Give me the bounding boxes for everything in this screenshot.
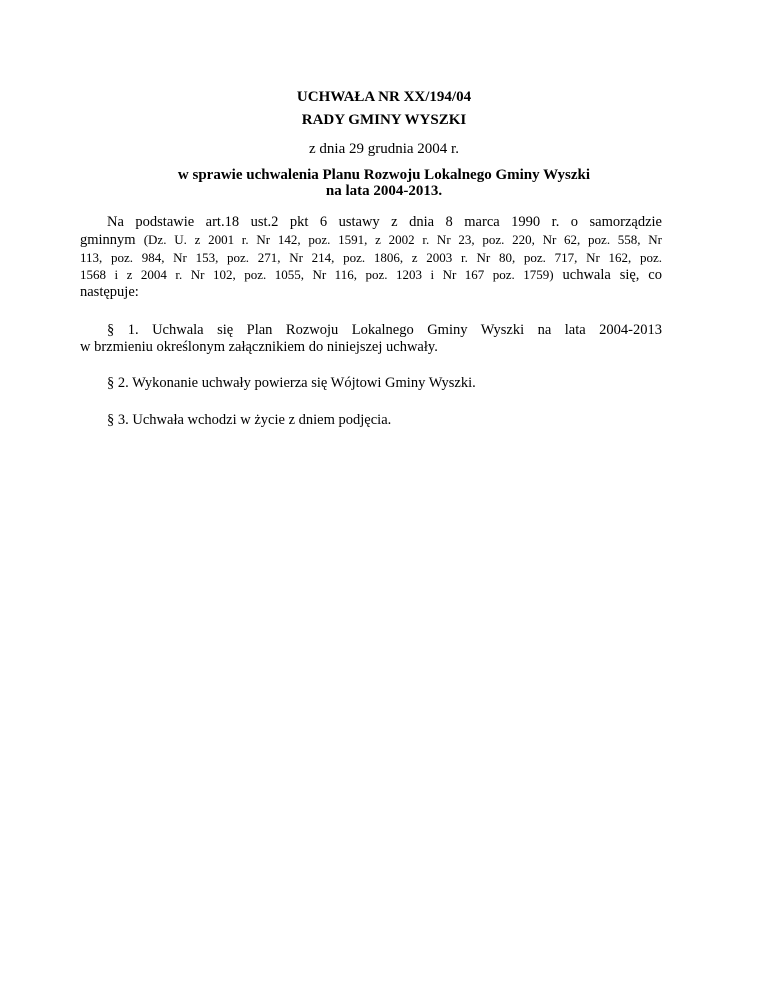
preamble-line-3: 113, poz. 984, Nr 153, poz. 271, Nr 214, poz. 1806, z 2003 r. Nr 80, poz. 717, Nr 162, poz. bbox=[80, 250, 662, 265]
paragraph-2 bbox=[80, 375, 662, 392]
preamble-line-2 bbox=[80, 231, 662, 249]
paragraph-1-line-2: w brzmieniu określonym załącznikiem do niniejszej uchwały. bbox=[80, 339, 438, 355]
paragraph-1-line-1: § 1. Uchwala się Plan Rozwoju Lokalnego Gminy Wyszki na lata 2004-2013 bbox=[107, 322, 662, 338]
paragraph-1 bbox=[80, 322, 662, 356]
paragraph-3 bbox=[80, 412, 662, 429]
preamble-line-2-citation: (Dz. U. z 2001 r. Nr 142, poz. 1591, z 2002 r. Nr 23, poz. 220, Nr 62, poz. 558, Nr bbox=[143, 232, 663, 247]
paragraph-2-text: § 2. Wykonanie uchwały powierza się Wójtowi Gminy Wyszki. bbox=[107, 375, 476, 391]
resolution-number-title: UCHWAŁA NR XX/194/04 bbox=[296, 89, 472, 105]
preamble-paragraph bbox=[80, 214, 662, 301]
preamble-line-4-citation: 1568 i z 2004 r. Nr 102, poz. 1055, Nr 116, poz. 1203 i Nr 167 poz. 1759) bbox=[80, 267, 554, 282]
council-name-title: RADY GMINY WYSZKI bbox=[301, 112, 467, 128]
resolution-date: z dnia 29 grudnia 2004 r. bbox=[309, 141, 459, 157]
preamble-line-5: następuje: bbox=[80, 284, 139, 300]
subject-line-1: w sprawie uchwalenia Planu Rozwoju Lokalnego Gminy Wyszki bbox=[177, 167, 591, 183]
preamble-line-2-start: gminnym bbox=[80, 232, 136, 248]
resolution-subject bbox=[0, 167, 768, 199]
preamble-line-4-end: uchwala się, co bbox=[562, 267, 662, 283]
subject-line-2: na lata 2004-2013. bbox=[325, 183, 443, 199]
preamble-line-1: Na podstawie art.18 ust.2 pkt 6 ustawy z dnia 8 marca 1990 r. o samorządzie bbox=[107, 214, 662, 230]
paragraph-3-text: § 3. Uchwała wchodzi w życie z dniem podjęcia. bbox=[107, 412, 392, 428]
preamble-line-4 bbox=[80, 266, 662, 284]
